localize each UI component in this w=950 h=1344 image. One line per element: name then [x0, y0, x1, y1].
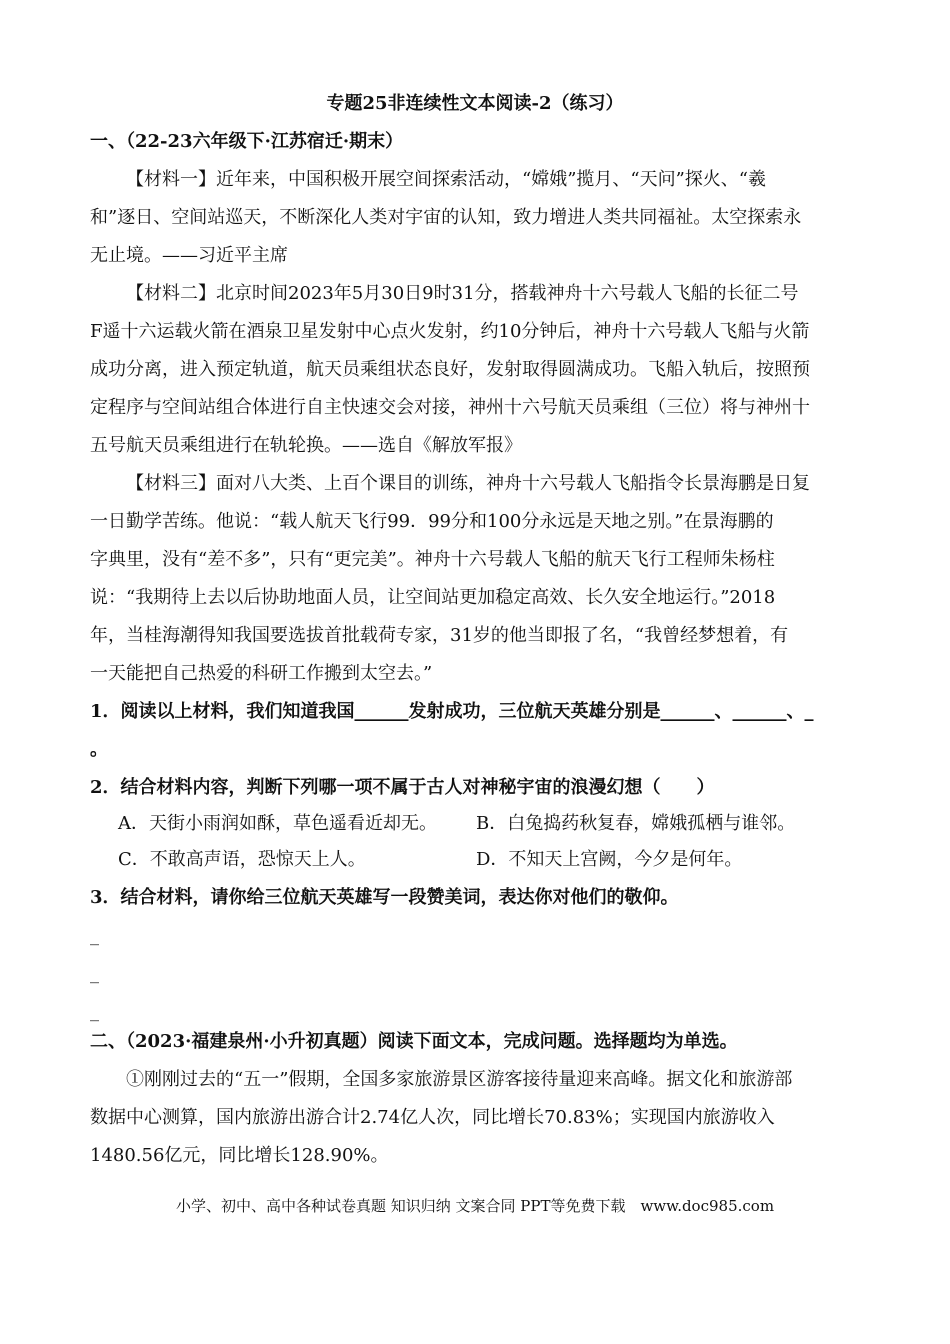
material2-line-4: 定程序与空间站组合体进行自主快速交会对接，神州十六号航天员乘组（三位）将与神州十: [90, 397, 810, 418]
question-1: 1．阅读以上材料，我们知道我国______发射成功，三位航天英雄分别是______、______、_: [90, 701, 814, 722]
question-2: 2．结合材料内容，判断下列哪一项不属于古人对神秘宇宙的浪漫幻想（ ）: [90, 777, 715, 798]
material2-line-3: 成功分离，进入预定轨道，航天员乘组状态良好，发射取得圆满成功。飞船入轨后，按照预: [90, 359, 810, 380]
question-3: 3．结合材料，请你给三位航天英雄写一段赞美词，表达你对他们的敬仰。: [90, 887, 679, 908]
material3-line-3: 字典里，没有“差不多”，只有“更完美”。神舟十六号载人飞船的航天飞行工程师朱杨柱: [90, 549, 775, 570]
page-title: 专题25非连续性文本阅读-2（练习）: [326, 93, 624, 114]
material3-line-5: 年，当桂海潮得知我国要选拔首批载荷专家，31岁的他当即报了名，“我曾经梦想着，有: [90, 625, 789, 646]
section2-para1-line-3: 1480.56亿元，同比增长128.90%。: [90, 1145, 389, 1166]
material1-line-2: 和”逐日、空间站巡天，不断深化人类对宇宙的认知，致力增进人类共同福祉。太空探索永: [90, 207, 802, 228]
material3-line-6: 一天能把自己热爱的科研工作搬到太空去。”: [90, 663, 433, 684]
material1-line-3: 无止境。——习近平主席: [90, 245, 288, 266]
material3-line-1: 【材料三】面对八大类、上百个课目的训练，神舟十六号载人飞船指令长景海鹏是日复: [126, 473, 810, 494]
material3-line-2: 一日勤学苦练。他说：“载人航天飞行99．99分和100分永远是天地之别。”在景海鹏的: [90, 511, 774, 532]
option-a: A．天街小雨润如酥，草色遥看近却无。: [118, 813, 437, 834]
option-b: B．白兔捣药秋复春，嫦娥孤栖与谁邻。: [476, 813, 796, 834]
material3-line-4: 说：“我期待上去以后协助地面人员，让空间站更加稳定高效、长久安全地运行。”2018: [90, 587, 776, 608]
section2-para1-line-1: ①刚刚过去的“五一”假期，全国多家旅游景区游客接待量迎来高峰。据文化和旅游部: [126, 1069, 793, 1090]
option-d: D．不知天上宫阙，今夕是何年。: [476, 849, 743, 870]
answer-blank-2: _: [90, 963, 99, 984]
section1-heading: 一、（22-23六年级下·江苏宿迁·期末）: [90, 131, 404, 152]
section2-para1-line-2: 数据中心测算，国内旅游出游合计2.74亿人次，同比增长70.83%；实现国内旅游收入: [90, 1107, 775, 1128]
section2-heading: 二、（2023·福建泉州·小升初真题）阅读下面文本，完成问题。选择题均为单选。: [90, 1031, 738, 1052]
material2-line-1: 【材料二】北京时间2023年5月30日9时31分，搭载神舟十六号载人飞船的长征二号: [126, 283, 799, 304]
material2-line-2: F遥十六运载火箭在酒泉卫星发射中心点火发射，约10分钟后，神舟十六号载人飞船与火箭: [90, 321, 810, 342]
option-c: C．不敢高声语，恐惊天上人。: [118, 849, 366, 870]
page-footer: 小学、初中、高中各种试卷真题 知识归纳 文案合同 PPT等免费下载 www.doc985.com: [175, 1197, 775, 1215]
material2-line-5: 五号航天员乘组进行在轨轮换。——选自《解放军报》: [90, 435, 522, 456]
answer-blank-3: _: [90, 1001, 99, 1022]
answer-blank-1: _: [90, 925, 99, 946]
question-1-end: 。: [90, 739, 108, 760]
material1-line-1: 【材料一】近年来，中国积极开展空间探索活动，“嫦娥”揽月、“天问”探火、“羲: [126, 169, 767, 190]
